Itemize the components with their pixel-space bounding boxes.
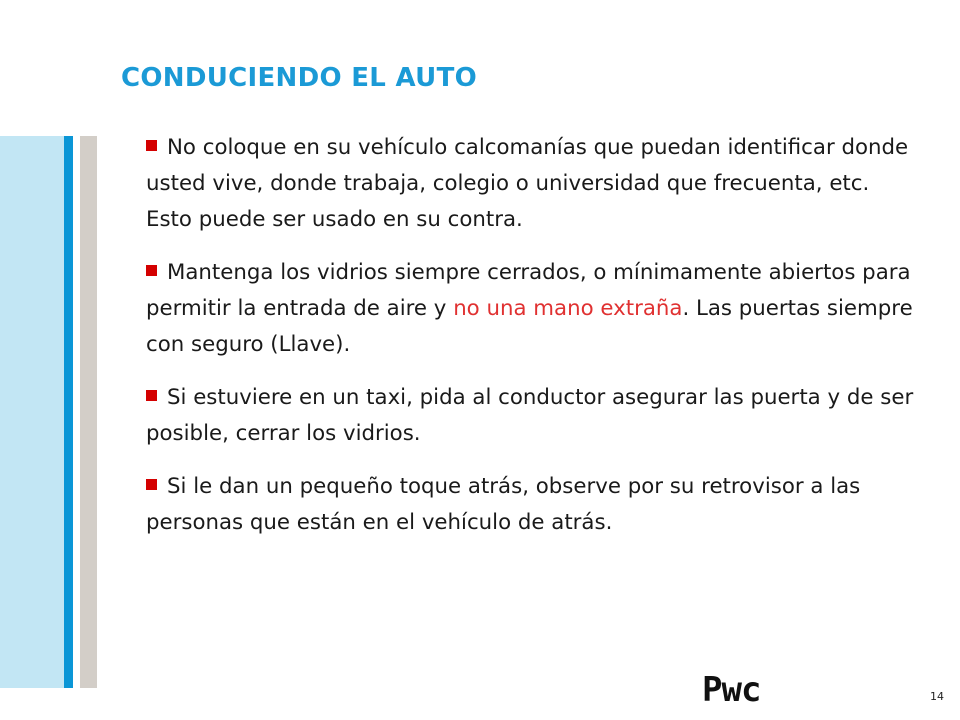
bullet-item-4 xyxy=(146,469,916,541)
left-decor-light-bar xyxy=(0,136,64,688)
bullet-item-3 xyxy=(146,380,916,452)
left-decor-blue-bar xyxy=(64,136,73,688)
bullet-text-2-end: . Las puertas siempre con seguro (Llave). xyxy=(146,296,913,357)
pwc-logo: Pwc xyxy=(702,670,761,710)
left-decor-gap xyxy=(73,136,80,688)
page-number: 14 xyxy=(930,690,944,703)
bullet-text-2-start: Mantenga los vidrios siempre cerrados, o mínimamente abiertos para permitir la entrada de aire y xyxy=(146,260,911,321)
bullet-item-1 xyxy=(146,130,916,238)
square-bullet-icon xyxy=(146,479,157,490)
bullet-list xyxy=(146,130,916,558)
bullet-text-3: Si estuviere en un taxi, pida al conductor asegurar las puerta y de ser posible, cerrar los vidrios. xyxy=(146,385,914,446)
bullet-text-4: Si le dan un pequeño toque atrás, observe por su retrovisor a las personas que están en el vehículo de atrás. xyxy=(146,474,861,535)
left-decor-grey-bar xyxy=(80,136,97,688)
slide-title: CONDUCIENDO EL AUTO xyxy=(121,63,478,93)
square-bullet-icon xyxy=(146,265,157,276)
square-bullet-icon xyxy=(146,390,157,401)
square-bullet-icon xyxy=(146,140,157,151)
bullet-text-2-highlight: no una mano extraña xyxy=(453,296,683,321)
bullet-text-1: No coloque en su vehículo calcomanías que puedan identificar donde usted vive, donde trabaja, colegio o universidad que frecuenta, etc. Esto puede ser usado en su contra. xyxy=(146,135,909,232)
bullet-item-2 xyxy=(146,255,916,363)
